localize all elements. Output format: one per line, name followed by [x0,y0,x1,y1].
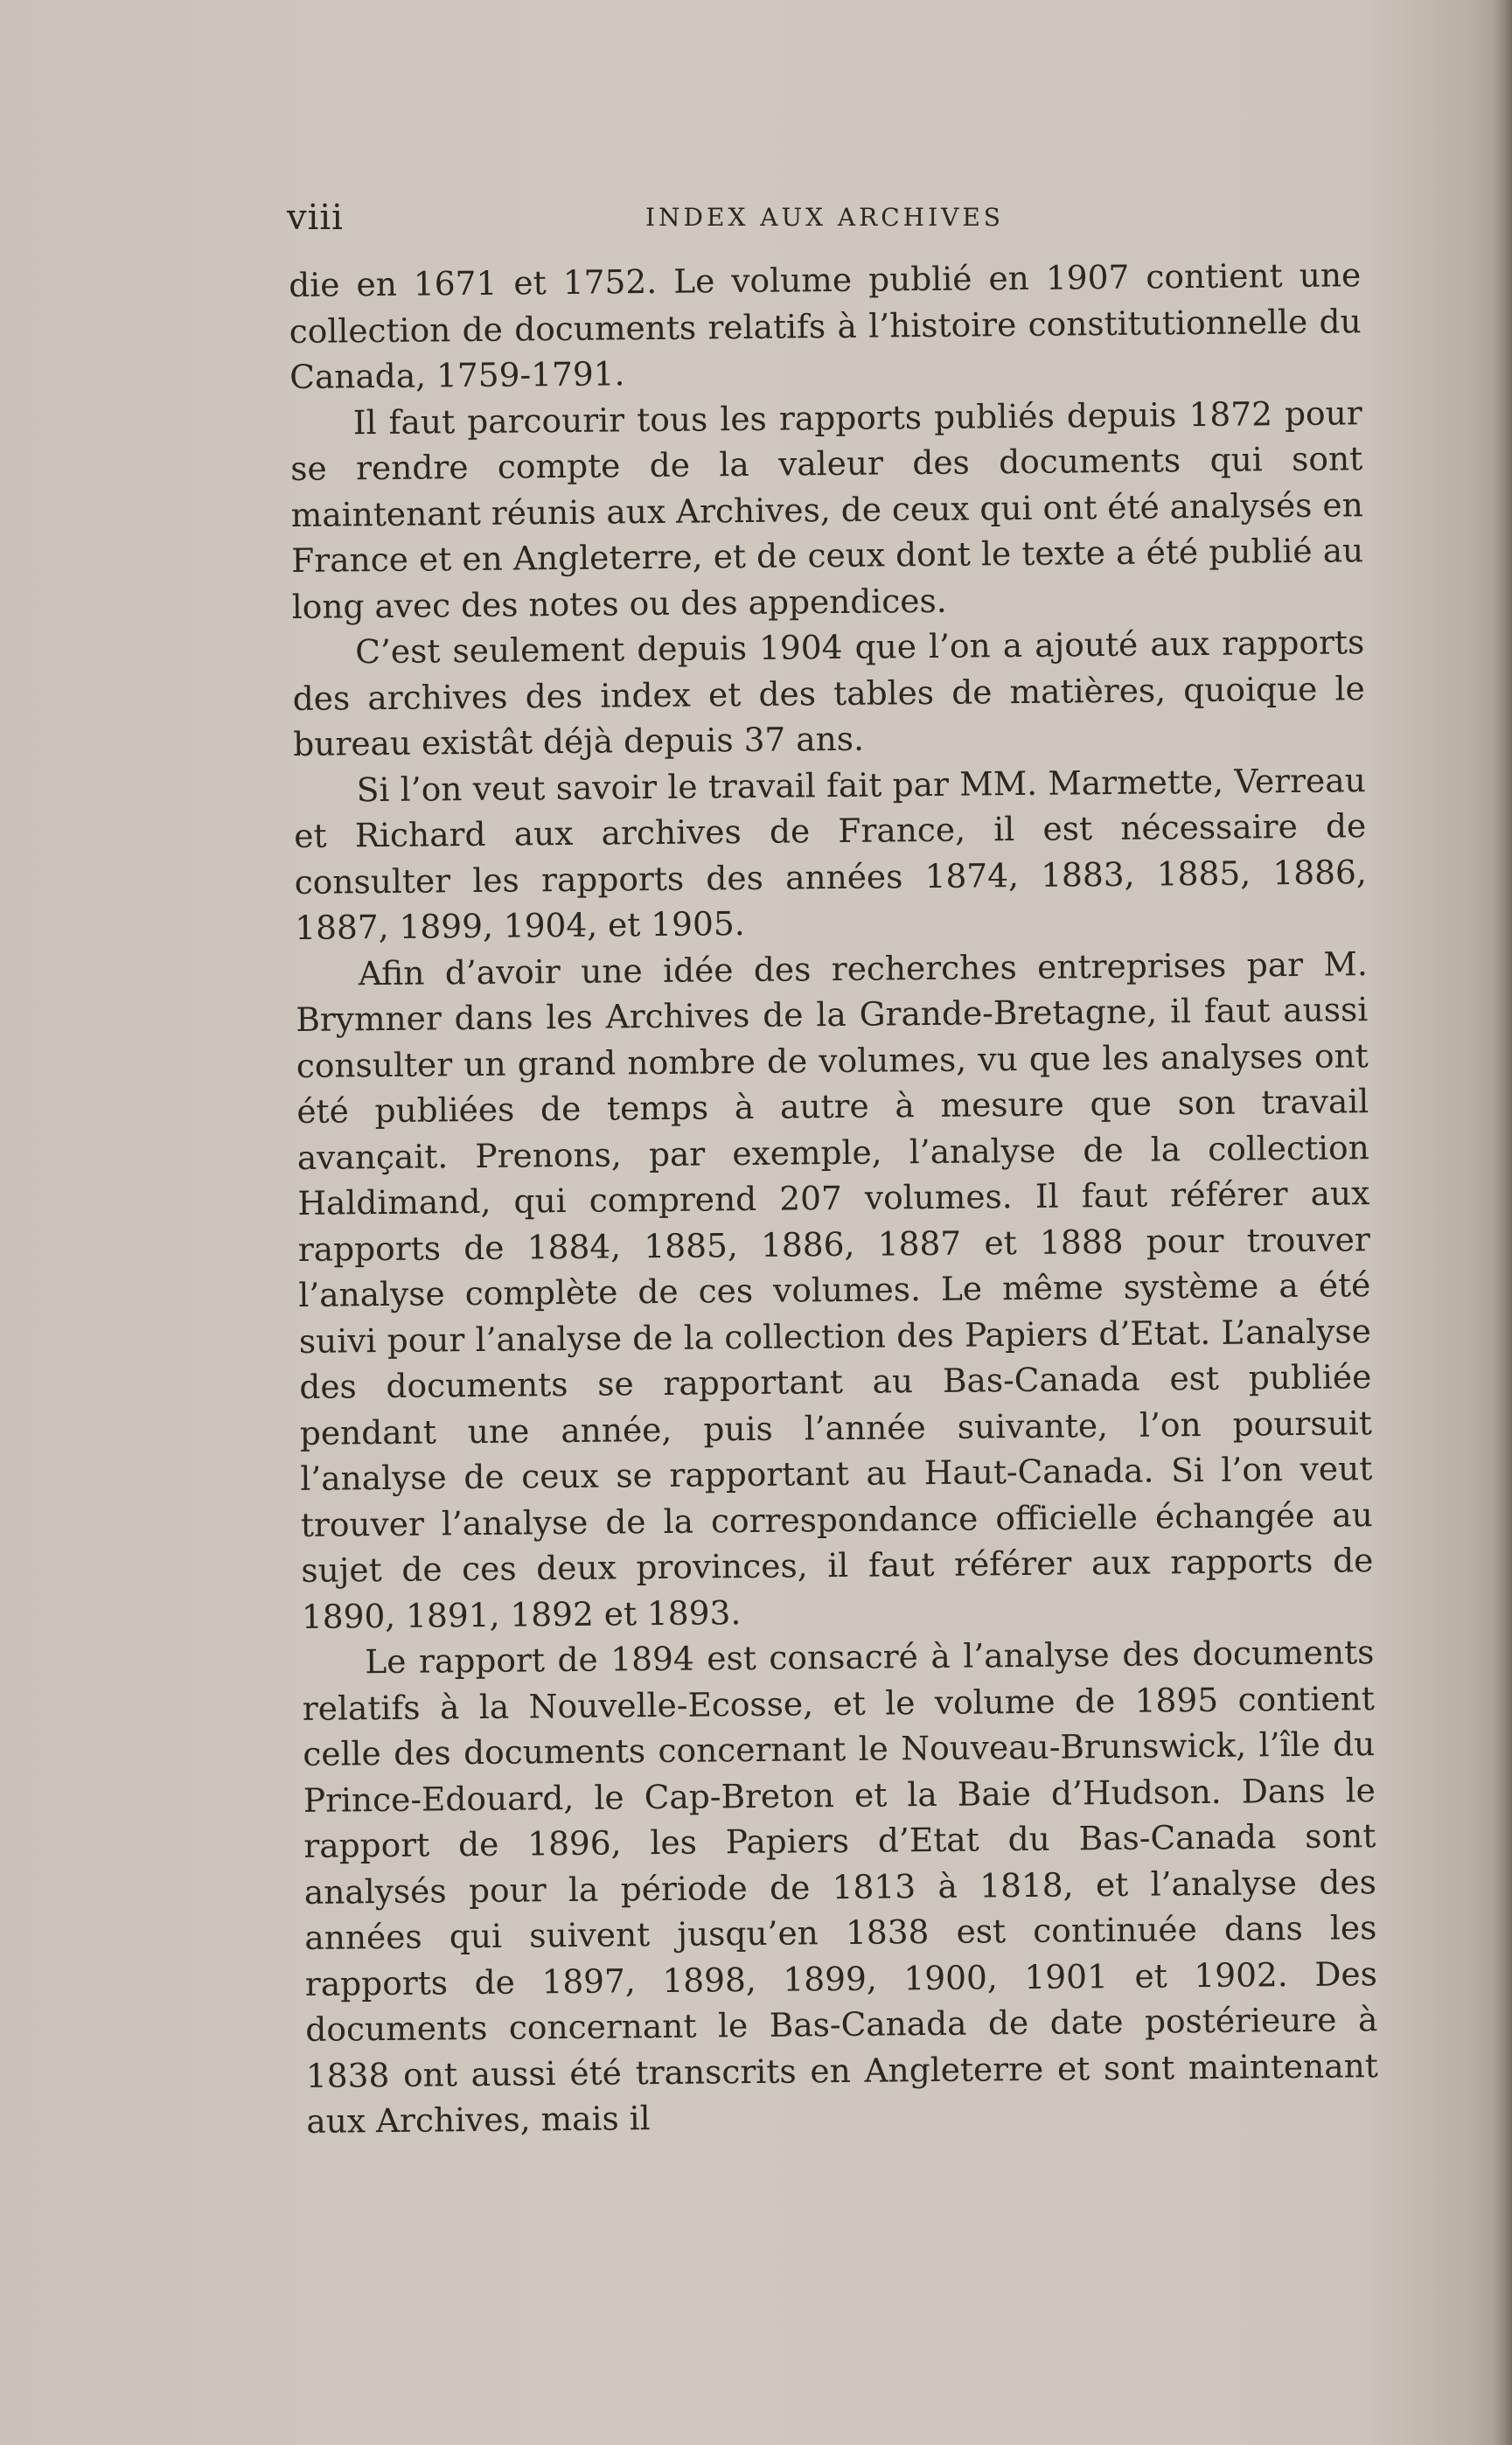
paragraph: C’est seulement depuis 1904 que l’on a ajouté aux rapports des archives des index et des tables de matières, quoique le bureau existât déjà depuis 37 ans. [292,623,1365,763]
body-text [289,252,1379,2144]
paragraph: Le rapport de 1894 est consacré à l’analyse des documents relatifs à la Nouvelle-Ecosse, et le volume de 1895 contient celle des documents concernant le Nouveau-Brunswick, l’île du Prince-Edouard, le Cap-Breton et la Baie d’Hudson. Dans le rapport de 1896, les Papiers d’Etat du Bas-Canada sont analysés pour la période de 1813 à 1818, et l’analyse des années qui suivent jusqu’en 1838 est continuée dans les rapports de 1897, 1898, 1899, 1900, 1901 et 1902. Des documents concernant le Bas-Canada de date postérieure à 1838 ont aussi été transcrits en Angleterre et sont maintenant aux Archives, mais il [302,1633,1379,2141]
page-edge-shadow [1493,0,1512,2445]
page-number: viii [287,198,344,238]
paragraph: Si l’on veut savoir le travail fait par MM. Marmette, Verreau et Richard aux archives de France, il est nécessaire de consulter les rapports des années 1874, 1883, 1885, 1886, 1887, 1899, 1904, et 1905. [294,760,1367,947]
running-head: INDEX AUX ARCHIVES [645,203,1004,232]
paragraph: Afin d’avoir une idée des recherches entreprises par M. Brymner dans les Archives de la Grande-Bretagne, il faut aussi consulter un grand nombre de volumes, vu que les analyses ont été publiées de temps à autre à mesure que son travail avançait. Prenons, par exemple, l’analyse de la collection Haldimand, qui comprend 207 volumes. Il faut référer aux rapports de 1884, 1885, 1886, 1887 et 1888 pour trouver l’analyse complète de ces volumes. Le même système a été suivi pour l’analyse de la collection des Papiers d’Etat. L’analyse des documents se rapportant au Bas-Canada est publiée pendant une année, puis l’année suivante, l’on poursuit l’analyse de ceux se rapportant au Haut-Canada. Si l’on veut trouver l’analyse de la correspondance officielle échangée au sujet de ces deux provinces, il faut référer aux rapports de 1890, 1891, 1892 et 1893. [296,944,1374,1636]
paragraph-continuation: die en 1671 et 1752. Le volume publié en 1907 contient une collection de documents relatifs à l’histoire constitutionnelle du Canada, 1759-1791. [289,255,1362,396]
paragraph: Il faut parcourir tous les rapports publiés depuis 1872 pour se rendre compte de la valeur des documents qui sont maintenant réunis aux Archives, de ceux qui ont été analysés en France et en Angleterre, et de ceux dont le texte a été publié au long avec des notes ou des appendices. [290,393,1364,626]
page-header [287,194,1362,247]
